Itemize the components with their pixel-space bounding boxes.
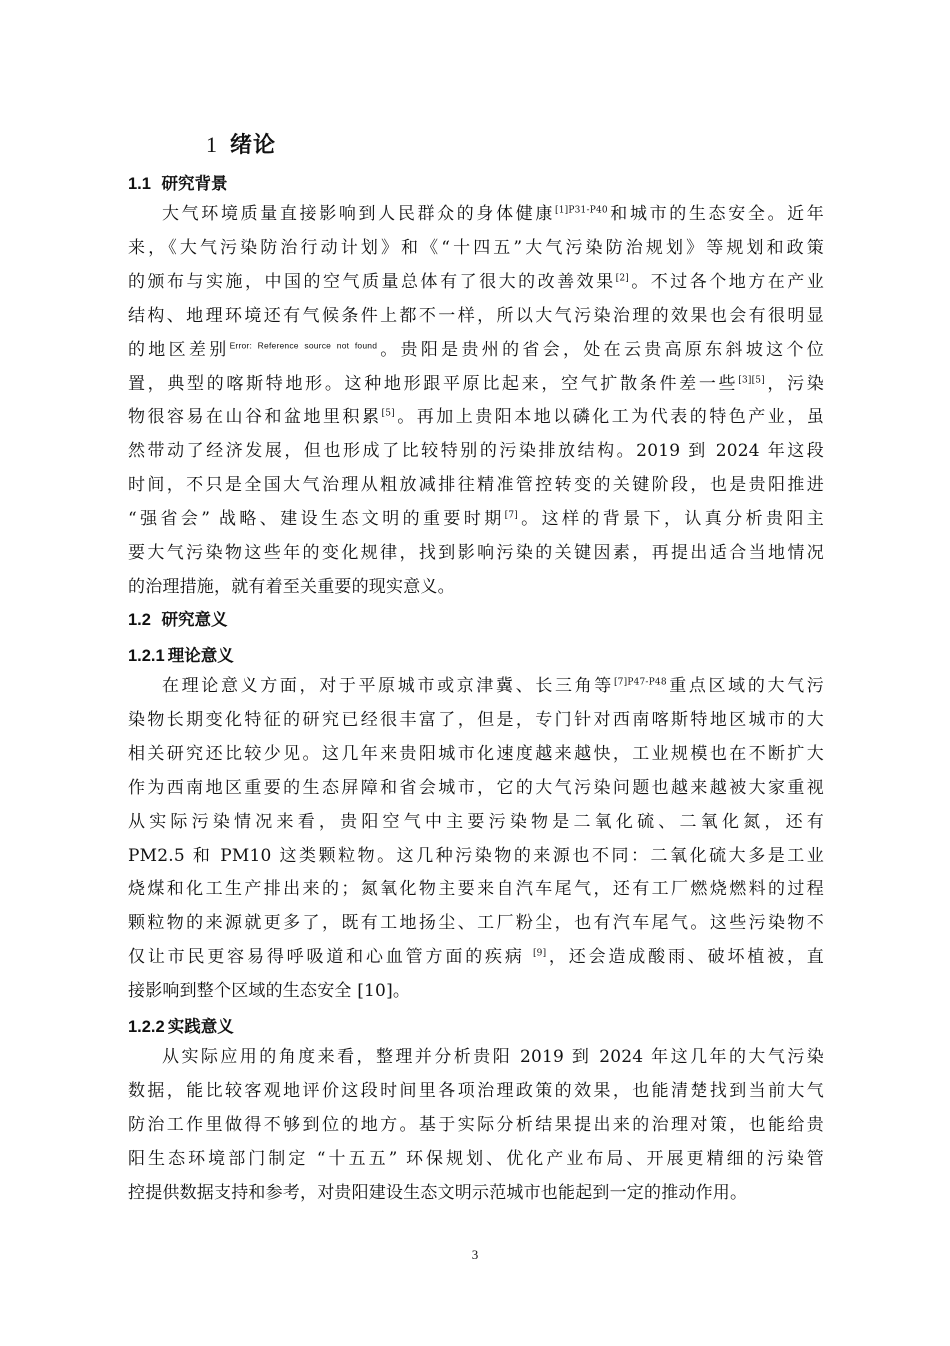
text-line: 从实际应用的角度来看，整理并分析贵阳 2019 到 2024 年这几年的大气污染 xyxy=(162,1047,824,1067)
subsection-number: 1.2.2 xyxy=(128,1018,165,1036)
text-line: 接影响到整个区域的生态安全 [10]。 xyxy=(128,981,411,1002)
text-line: 时间，不只是全国大气治理从粗放减排往精准管控转变的关键阶段，也是贵阳推进 xyxy=(128,475,824,496)
text-line: 结构、地理环境还有气候条件上都不一样，所以大气污染治理的效果也会有很明显 xyxy=(128,305,824,326)
text-line: “强省会” 战略、建设生态文明的重要时期[7]。这样的背景下，认真分析贵阳主 xyxy=(128,509,824,530)
text-line: 置，典型的喀斯特地形。这种地形跟平原比起来，空气扩散条件差一些[3][5]，污染 xyxy=(128,373,824,394)
subsection-heading-1-2-2 xyxy=(128,1013,234,1037)
text-line: 作为西南地区重要的生态屏障和省会城市，它的大气污染问题也越来越被大家重视 xyxy=(128,777,824,798)
subsection-title: 实践意义 xyxy=(167,1017,234,1036)
section-heading-1-1 xyxy=(128,170,228,194)
text-line: 来，《大气污染防治行动计划》和《“十四五”大气污染防治规划》等规划和政策 xyxy=(128,237,824,258)
section-title: 研究背景 xyxy=(161,174,228,193)
text-line: 烧煤和化工生产排出来的；氮氧化物主要来自汽车尾气，还有工厂燃烧燃料的过程 xyxy=(128,879,824,900)
text-line: 的地区差别$^{Error: Reference source not found}$。贵阳是贵州的省会，处在云贵高原东斜坡这个位 xyxy=(128,339,824,360)
subsection-heading-1-2-1 xyxy=(128,642,234,666)
chapter-heading xyxy=(206,128,276,159)
text-line: 数据，能比较客观地评价这段时间里各项治理政策的效果，也能清楚找到当前大气 xyxy=(128,1080,824,1101)
text-line: 从实际污染情况来看，贵阳空气中主要污染物是二氧化硫、二氧化氮，还有 xyxy=(128,811,824,832)
section-number: 1.1 xyxy=(128,175,151,193)
text-line: 在理论意义方面，对于平原城市或京津冀、长三角等$^{[7]P47-P48}$重点区域的大气污 xyxy=(162,676,824,696)
page-number: 3 xyxy=(471,1247,479,1262)
text-line: 物很容易在山谷和盆地里积累[5]。再加上贵阳本地以磷化工为代表的特色产业，虽 xyxy=(128,407,824,428)
text-line: 的治理措施，就有着至关重要的现实意义。 xyxy=(128,576,455,597)
text-line: 要大气污染物这些年的变化规律，找到影响污染的关键因素，再提出适合当地情况 xyxy=(128,543,824,564)
text-line: 仅让市民更容易得呼吸道和心血管方面的疾病 [9]，还会造成酸雨、破坏植被，直 xyxy=(128,947,824,968)
text-line: 颗粒物的来源就更多了，既有工地扬尘、工厂粉尘，也有汽车尾气。这些污染物不 xyxy=(128,913,824,934)
subsection-number: 1.2.1 xyxy=(128,647,165,665)
section-heading-1-2 xyxy=(128,606,228,630)
paragraph-background xyxy=(128,198,824,605)
paragraph-practical xyxy=(128,1041,824,1211)
text-line: 防治工作里做得不够到位的地方。基于实际分析结果提出来的治理对策，也能给贵 xyxy=(128,1114,824,1135)
text-line: 大气环境质量直接影响到人民群众的身体健康$^{[1]P31-P40}$和城市的生态安全。近年 xyxy=(162,204,825,224)
text-line: PM2.5 和 PM10 这类颗粒物。这几种污染物的来源也不同：二氧化硫大多是工业 xyxy=(128,845,824,866)
text-line: 然带动了经济发展，但也形成了比较特别的污染排放结构。2019 到 2024 年这段 xyxy=(128,441,824,462)
text-line: 阳生态环境部门制定 “十五五” 环保规划、优化产业布局、开展更精细的污染管 xyxy=(128,1148,824,1169)
chapter-title: 绪论 xyxy=(230,133,277,158)
text-line: 相关研究还比较少见。这几年来贵阳城市化速度越来越快，工业规模也在不断扩大 xyxy=(128,743,824,764)
section-number: 1.2 xyxy=(128,611,151,629)
reference-error: Error: Reference source not found xyxy=(229,339,378,350)
chapter-number: 1 xyxy=(206,132,218,157)
text-line: 染物长期变化特征的研究已经很丰富了，但是，专门针对西南喀斯特地区城市的大 xyxy=(128,709,824,730)
paragraph-theoretical xyxy=(128,670,824,1009)
text-line: 控提供数据支持和参考，对贵阳建设生态文明示范城市也能起到一定的推动作用。 xyxy=(128,1182,748,1203)
text-line: 的颁布与实施，中国的空气质量总体有了很大的改善效果[2]。不过各个地方在产业 xyxy=(128,271,825,292)
subsection-title: 理论意义 xyxy=(167,646,234,665)
section-title: 研究意义 xyxy=(161,610,228,629)
